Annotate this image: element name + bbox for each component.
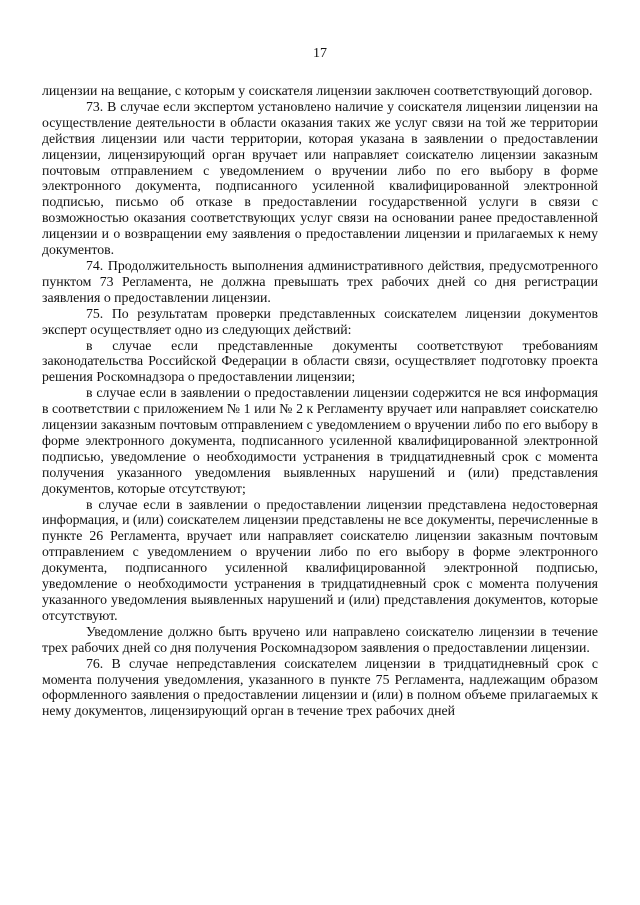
paragraph-continuation: лицензии на вещание, с которым у соискателя лицензии заключен соответствующий договор. xyxy=(42,83,593,98)
paragraph-notification: Уведомление должно быть вручено или направлено соискателю лицензии в течение трех рабочих дней со дня получения Роскомнадзором заявления о предоставлении лицензии. xyxy=(42,623,598,655)
page-number: 17 xyxy=(313,46,327,61)
paragraph-75-item-1: в случае если представленные документы соответствуют требованиям законодательства Российской Федерации в области связи, осуществляет подготовку проекта решения Роскомнадзора о предоставлении лицензии; xyxy=(42,337,598,385)
paragraph-73: 73. В случае если экспертом установлено наличие у соискателя лицензии лицензии на осуществление деятельности в области оказания таких же услуг связи на той же территории действия лицензии или части территории, которая указана в заявлении о предоставлении лицензии, лицензирующий орган вручает или направляет соискателю лицензии заказным почтовым отправлением с уведомлением о вручении либо по его выбору в форме электронного документа, подписанного усиленной квалифицированной электронной подписью, письмо об отказе в предоставлении государственной услуги в связи с возможностью оказания соответствующих услуг связи на основании ранее предоставленной лицензии и о возвращении ему заявления о предоставлении лицензии и прилагаемых к нему документов. xyxy=(42,98,598,258)
paragraph-74: 74. Продолжительность выполнения административного действия, предусмотренного пунктом 73 Регламента, не должна превышать трех рабочих дней со дня регистрации заявления о предоставлении лицензии. xyxy=(42,257,598,305)
paragraph-75-item-3: в случае если в заявлении о предоставлении лицензии представлена недостоверная информация, и (или) соискателем лицензии представлены не все документы, перечисленные в пункте 26 Регламента, вручает или направляет соискателю лицензии заказным почтовым отправлением с уведомлением о вручении либо по его выбору в форме электронного документа, подписанного усиленной квалифицированной электронной подписью, уведомление о необходимости устранения в тридцатидневный срок с момента получения указанного уведомления выявленных нарушений и (или) представления документов, которые отсутствуют. xyxy=(42,496,598,623)
paragraph-76: 76. В случае непредставления соискателем лицензии в тридцатидневный срок с момента получения уведомления, указанного в пункте 75 Регламента, надлежащим образом оформленного заявления о предоставлении лицензии и (или) в полном объеме прилагаемых к нему документов, лицензирующий орган в течение трех рабочих дней xyxy=(42,655,598,719)
paragraph-75-item-2: в случае если в заявлении о предоставлении лицензии содержится не вся информация в соответствии с приложением № 1 или № 2 к Регламенту вручает или направляет соискателю лицензии заказным почтовым отправлением с уведомлением о вручении либо по его выбору в форме электронного документа, подписанного усиленной квалифицированной электронной подписью, уведомление о необходимости устранения в тридцатидневный срок с момента получения указанного уведомления выявленных нарушений и (или) представления документов, которые отсутствуют; xyxy=(42,385,598,496)
paragraph-75: 75. По результатам проверки представленных соискателем лицензии документов эксперт осуществляет одно из следующих действий: xyxy=(42,305,598,337)
